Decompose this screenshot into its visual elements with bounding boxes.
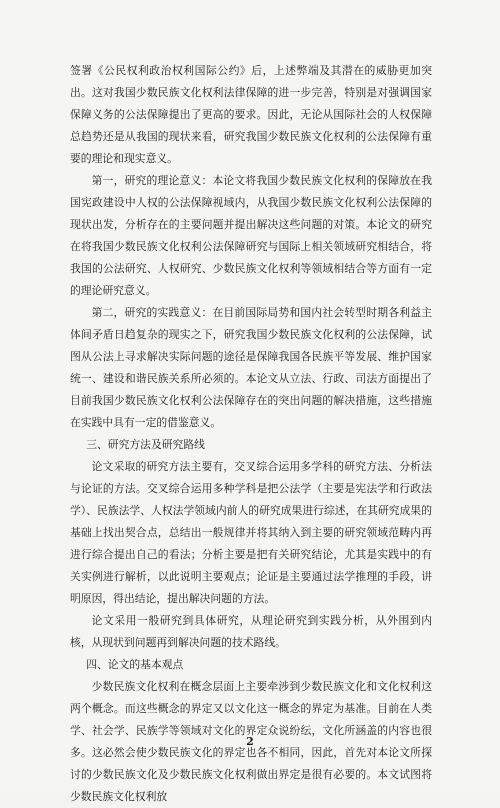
- page-number: 2: [246, 735, 254, 748]
- section-heading-viewpoints: 四、论文的基本观点: [86, 658, 184, 671]
- paragraph-practical-significance: 第二，研究的实践意义：在目前国际局势和国内社会转型时期各利益主体间矛盾日趋复杂的现实之下，研究我国少数民族文化权利的公法保障，试图从公法上寻求解决实际问题的途径是保障我国各民族平等发展、维护国家统一、建设和谐民族关系所必须的。本论文从立法、行政、司法方面提出了目前我国少数民族文化权利公法保障存在的突出问题的解决措施，这些措施在实践中具有一定的借鉴意义。: [70, 306, 432, 429]
- paragraph-continuation: 签署《公民权利政治权利国际公约》后，上述弊端及其潜在的威胁更加突出。这对我国少数民族文化权利法律保障的进一步完善，特别是对强调国家保障义务的公法保障提出了更高的要求。因此，无论从国际社会的人权保障总趋势还是从我国的现状来看，研究我国少数民族文化权利的公法保障有重要的理论和现实意义。: [70, 64, 432, 165]
- paragraph-methods: 论文采取的研究方法主要有，交叉综合运用多学科的研究方法、分析法与论证的方法。交叉综合运用多种学科是把公法学（主要是宪法学和行政法学）、民族法学、人权法学领域内前人的研究成果进行综述，在其研究成果的基础上找出契合点，总结出一般规律并将其纳入到主要的研究领域范畴内再进行综合提出自己的看法；分析主要是把有关研究结论，尤其是实践中的有关实例进行解析，以此说明主要观点；论证是主要通过法学推理的手段，讲明原因，得出结论，提出解决问题的方法。: [70, 460, 432, 605]
- paragraph-route: 论文采用一般研究到具体研究，从理论研究到实践分析，从外围到内核，从现状到问题再到解决问题的技术路线。: [70, 614, 432, 649]
- paragraph-viewpoints: 少数民族文化权利在概念层面上主要牵涉到少数民族文化和文化权利这两个概念。而这些概念的界定又以文化这一概念的界定为基准。目前在人类学、社会学、民族学等领域对文化的界定众说纷纭，文化所涵盖的内容也很多。这必然会使少数民族文化的界定也各不相同，因此，首先对本论文所探讨的少数民族文化及少数民族文化权利做出界定是很有必要的。本文试图将少数民族文化权利放: [70, 680, 432, 803]
- section-heading-methods: 三、研究方法及研究路线: [86, 438, 205, 451]
- paragraph-theoretical-significance: 第一，研究的理论意义：本论文将我国少数民族文化权利的保障放在我国宪政建设中人权的公法保障视域内，从我国少数民族文化权利公法保障的现状出发，分析存在的主要问题并提出解决这些问题的对策。本论文的研究在将我国少数民族文化权利公法保障研究与国际上相关领域研究相结合，将我国的公法研究、人权研究、少数民族文化权利等领域相结合等方面有一定的理论研究意义。: [70, 174, 432, 297]
- body-text: [70, 60, 432, 808]
